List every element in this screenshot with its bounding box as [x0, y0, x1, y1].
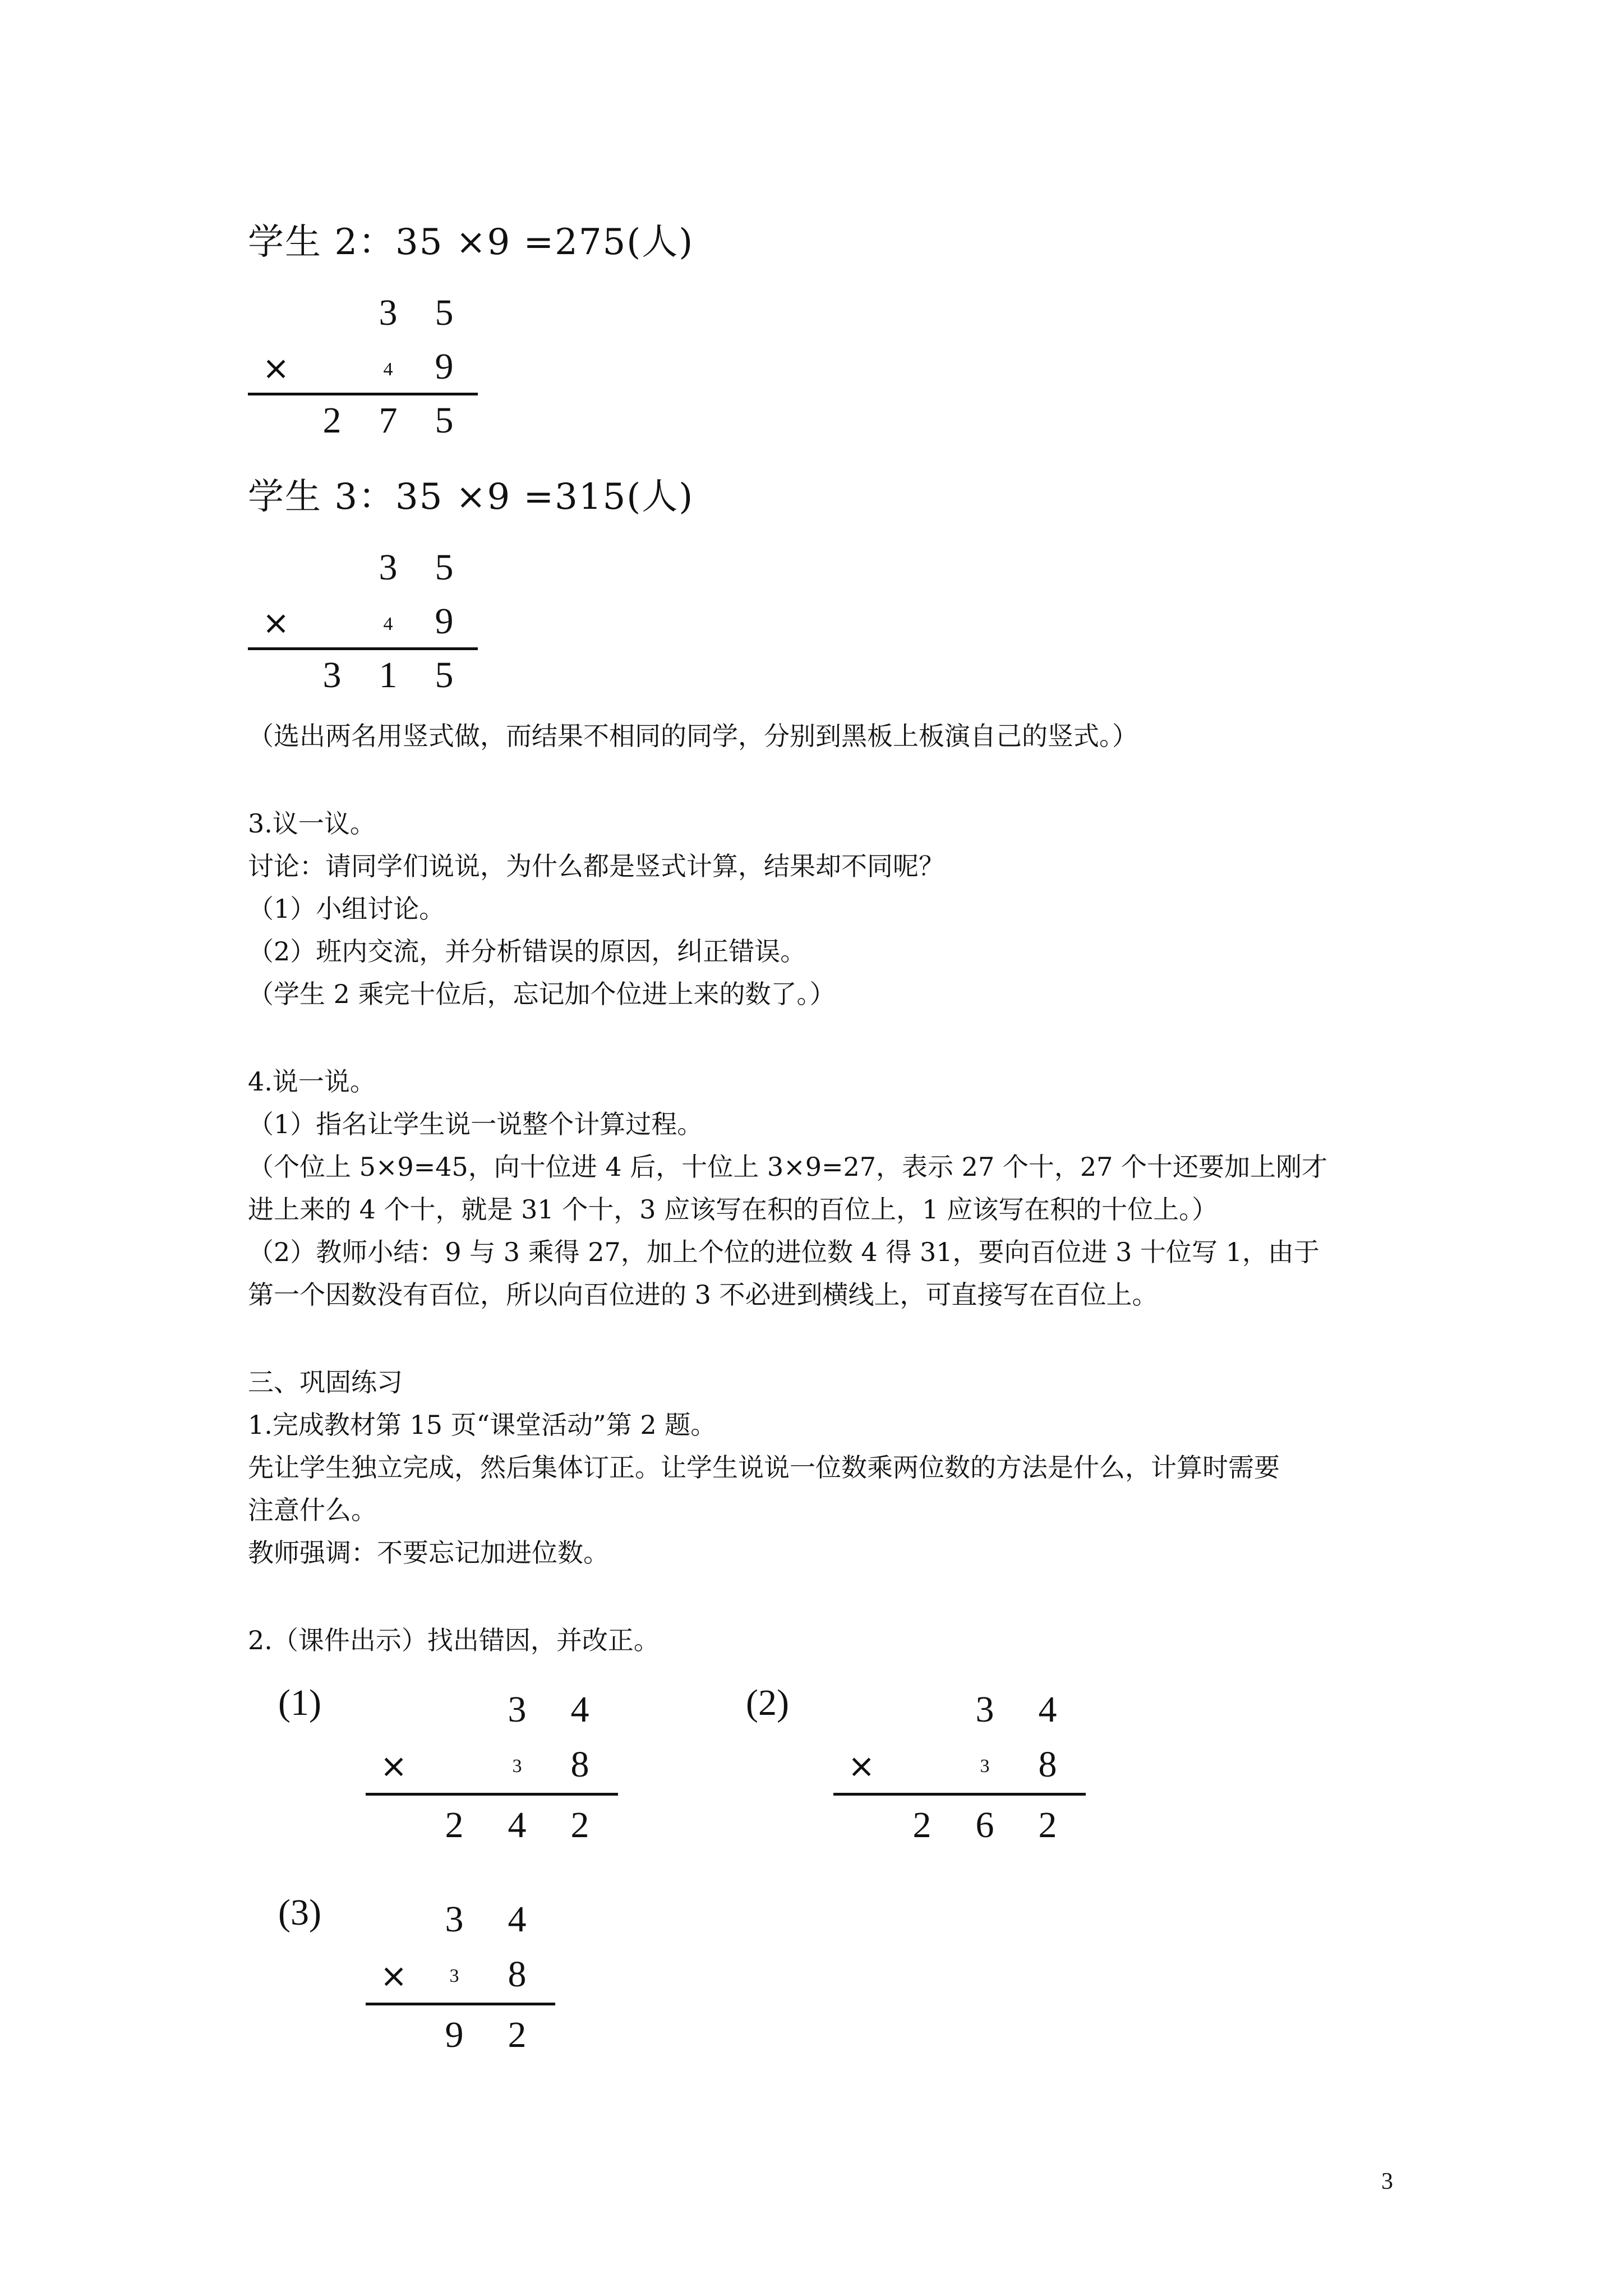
times-sign: ×: [380, 1747, 408, 1785]
times-sign: ×: [380, 1957, 408, 1995]
result-digit: 5: [435, 400, 454, 441]
carry-digit: 4: [383, 614, 393, 634]
section3-line: （学生 2 乘完十位后，忘记加个位进上来的数了。）: [248, 979, 836, 1009]
practice-title: 三、巩固练习: [248, 1367, 403, 1397]
calc-digit: 3: [445, 1899, 464, 1940]
student2-heading: 学生 2：35 ×9 =275(人): [248, 222, 694, 263]
exercise-label: (3): [278, 1892, 321, 1933]
calc-digit: 3: [379, 292, 398, 333]
calc-rule: [833, 1793, 1086, 1796]
result-digit: 3: [322, 655, 342, 696]
result-digit: 5: [435, 655, 454, 696]
calc-rule: [366, 1793, 618, 1796]
exercise-label: (2): [746, 1682, 789, 1723]
result-digit: 2: [570, 1805, 589, 1846]
result-digit: 1: [379, 655, 398, 696]
calc-digit: 3: [975, 1689, 994, 1730]
result-digit: 6: [975, 1805, 994, 1846]
calc-rule: [366, 2003, 555, 2005]
calc-digit: 3: [508, 1689, 527, 1730]
calc-digit: 8: [508, 1954, 527, 1995]
calc-digit: 8: [1038, 1744, 1057, 1785]
result-digit: 2: [445, 1805, 464, 1846]
section3-line: （1）小组讨论。: [248, 894, 445, 924]
carry-digit: 3: [512, 1756, 522, 1777]
section4-line: （个位上 5×9=45，向十位进 4 后，十位上 3×9=27，表示 27 个十，27 个十还要加上刚才: [248, 1152, 1327, 1182]
calc-digit: 3: [379, 547, 398, 588]
note-select: （选出两名用竖式做，而结果不相同的同学，分别到黑板上板演自己的竖式。）: [248, 721, 1138, 751]
carry-digit: 4: [383, 359, 393, 380]
calc-rule: [248, 647, 478, 650]
exercise-label: (1): [278, 1682, 321, 1723]
practice-line: 注意什么。: [248, 1495, 377, 1525]
section4-title: 4.说一说。: [248, 1066, 376, 1097]
page-number: 3: [1381, 2169, 1393, 2194]
calc-digit: 4: [570, 1689, 589, 1730]
section3-line: 讨论：请同学们说说，为什么都是竖式计算，结果却不同呢？: [248, 851, 944, 881]
result-digit: 7: [379, 400, 398, 441]
section4-line: 第一个因数没有百位，所以向百位进的 3 不必进到横线上，可直接写在百位上。: [248, 1280, 1158, 1310]
student3-heading: 学生 3：35 ×9 =315(人): [248, 476, 694, 518]
practice-line: 先让学生独立完成，然后集体订正。让学生说说一位数乘两位数的方法是什么，计算时需要: [248, 1452, 1280, 1483]
practice-line: 1.完成教材第 15 页“课堂活动”第 2 题。: [248, 1410, 717, 1440]
section4-line: （1）指名让学生说一说整个计算过程。: [248, 1109, 703, 1139]
times-sign: ×: [262, 349, 290, 387]
section3-line: （2）班内交流，并分析错误的原因，纠正错误。: [248, 936, 806, 967]
section3-title: 3.议一议。: [248, 808, 376, 839]
result-digit: 2: [508, 2014, 527, 2055]
result-digit: 2: [322, 400, 342, 441]
times-sign: ×: [262, 604, 290, 642]
calc-digit: 8: [570, 1744, 589, 1785]
calc-digit: 9: [435, 346, 454, 387]
calc-digit: 4: [1038, 1689, 1057, 1730]
result-digit: 4: [508, 1805, 527, 1846]
carry-digit: 3: [980, 1756, 990, 1777]
section4-line: （2）教师小结：9 与 3 乘得 27，加上个位的进位数 4 得 31，要向百位进 3 十位写 1，由于: [248, 1237, 1320, 1267]
practice-line: 教师强调：不要忘记加进位数。: [248, 1538, 609, 1568]
calc-rule: [248, 393, 478, 395]
calc-digit: 9: [435, 601, 454, 642]
calc-digit: 4: [508, 1899, 527, 1940]
result-digit: 2: [912, 1805, 932, 1846]
practice-task2: 2.（课件出示）找出错因，并改正。: [248, 1625, 660, 1655]
calc-digit: 5: [435, 292, 454, 333]
carry-digit: 3: [449, 1966, 459, 1986]
calc-digit: 5: [435, 547, 454, 588]
section4-line: 进上来的 4 个十，就是 31 个十，3 应该写在积的百位上，1 应该写在积的十位上。）: [248, 1194, 1218, 1225]
result-digit: 2: [1038, 1805, 1057, 1846]
result-digit: 9: [445, 2014, 464, 2055]
times-sign: ×: [847, 1747, 875, 1785]
